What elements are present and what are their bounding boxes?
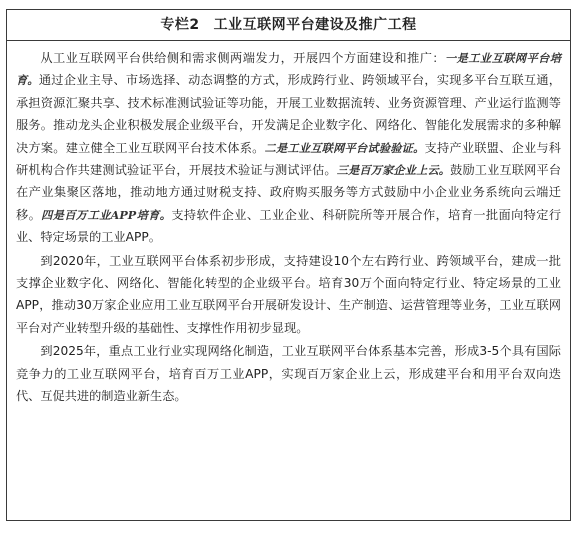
heading-platform-testing: 二是工业互联网平台试验验证。 xyxy=(264,140,425,155)
overview-intro: 从工业互联网平台供给侧和需求侧两端发力，开展四个方面建设和推广： xyxy=(40,51,445,65)
heading-enterprises-cloud: 三是百万家企业上云。 xyxy=(336,163,451,178)
box-title-number: 专栏2 xyxy=(160,17,200,33)
paragraph-overview xyxy=(16,47,561,249)
heading-app-cultivation: 四是百万工业APP培育。 xyxy=(41,207,172,222)
box-title-text: 工业互联网平台建设及推广工程 xyxy=(213,17,417,33)
box-body xyxy=(7,41,570,408)
heading-platform-cultivation: 一是工业互联网平台培育。 xyxy=(16,51,561,88)
paragraph-2025-goals: 到2025年，重点工业行业实现网络化制造，工业互联网平台体系基本完善，形成3-5个具有国际竞争力的工业互联网平台，培育百万工业APP，实现百万家企业上云，形成建平台和用平台双向迭代、互促共进的制造业新生态。 xyxy=(16,344,561,404)
platform-cultivation-text: 通过企业主导、市场选择、动态调整的方式，形成跨行业、跨领域平台，实现多平台互联互通，承担资源汇聚共享、技术标准测试验证等功能，开展工业数据流转、业务资源管理、产业运行监测等服务。推动龙头企业积极发展企业级平台，开发满足企业数字化、网络化、智能化发展需求的多种解决方案。建立健全工业互联网平台技术体系。 xyxy=(16,73,561,155)
app-cultivation-text: 支持软件企业、工业企业、科研院所等开展合作，培育一批面向特定行业、特定场景的工业APP。 xyxy=(16,207,562,245)
box-title xyxy=(7,10,570,41)
feature-box xyxy=(6,9,571,521)
enterprises-cloud-text: 鼓励工业互联网平台在产业集聚区落地，推动地方通过财税支持、政府购买服务等方式鼓励中小企业业务系统向云端迁移。 xyxy=(16,163,562,222)
platform-testing-text: 支持产业联盟、企业与科研机构合作共建测试验证平台，开展技术验证与测试评估。 xyxy=(16,140,561,178)
paragraph-2020-goals: 到2020年，工业互联网平台体系初步形成，支持建设10个左右跨行业、跨领域平台，建成一批支撑企业数字化、网络化、智能化转型的企业级平台。培育30万个面向特定行业、特定场景的工业APP，推动30万家企业应用工业互联网平台开展研发设计、生产制造、运营管理等业务，工业互联网平台对产业转型升级的基础性、支撑性作用初步显现。 xyxy=(16,253,561,335)
